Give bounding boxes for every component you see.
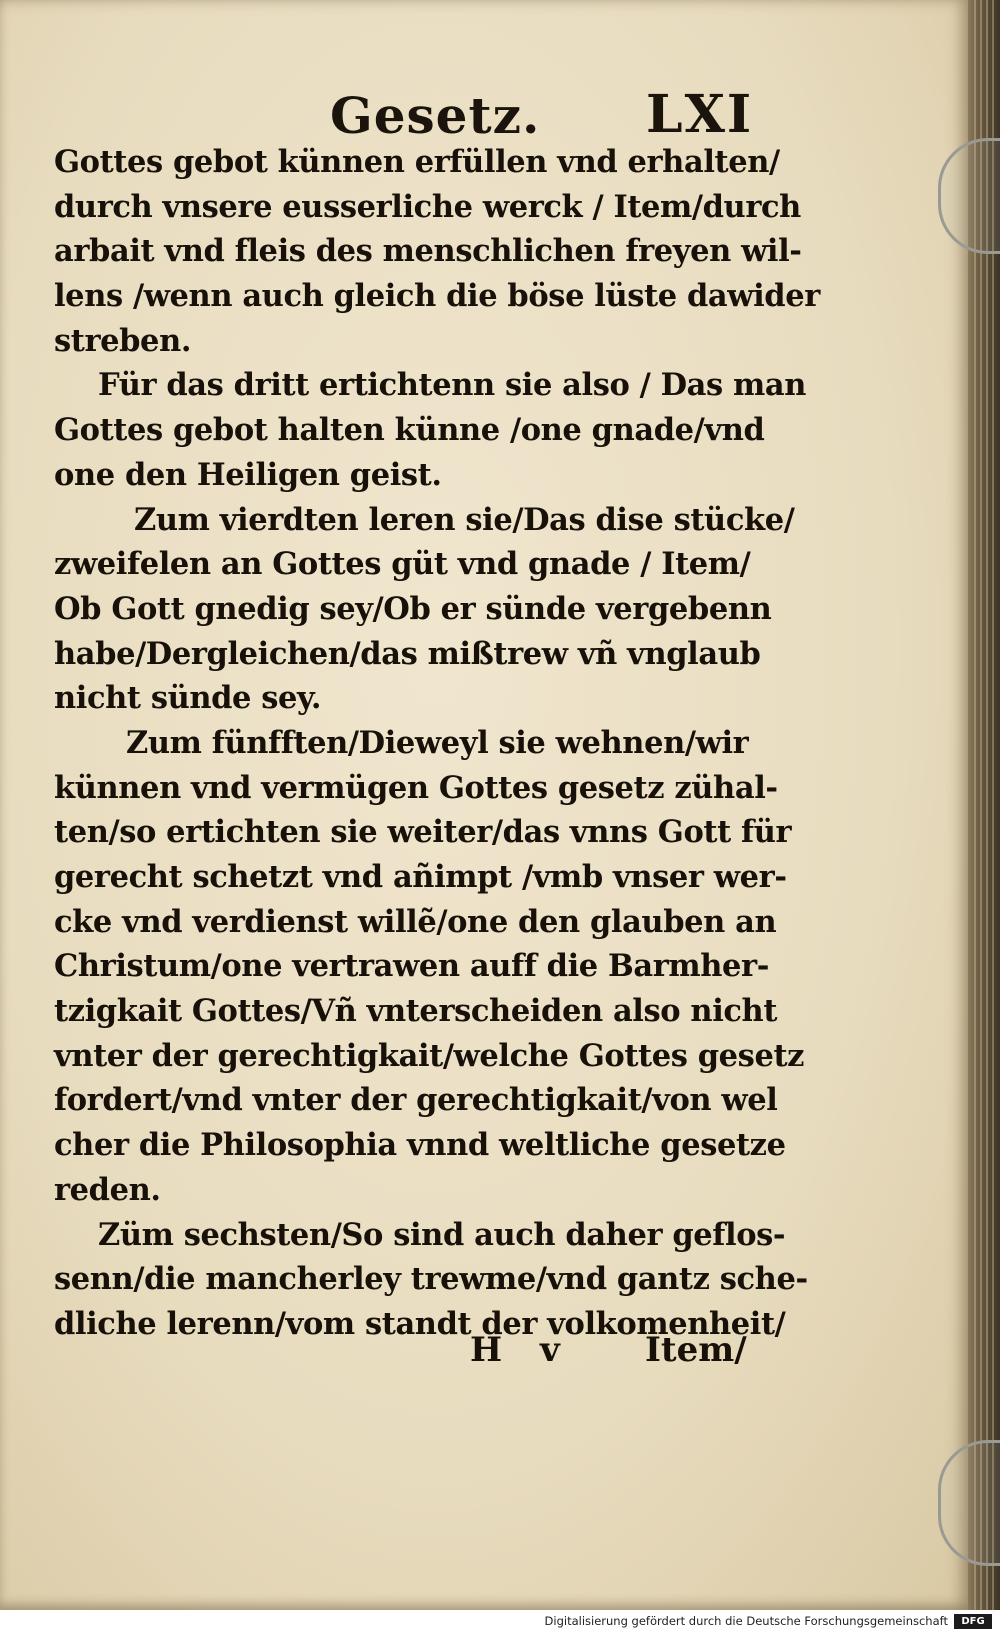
folio-number: LXI [646, 84, 754, 145]
text-line: Züm sechsten/So sind auch daher geflos- [98, 1216, 786, 1253]
text-line: tzigkait Gottes/Vñ vnterscheiden also nicht [54, 993, 778, 1030]
text-line: zweifelen an Gottes güt vnd gnade / Item/ [54, 546, 751, 583]
text-line: fordert/vnd vnter der gerechtigkait/von wel [54, 1082, 778, 1119]
text-line: nicht sünde sey. [54, 680, 322, 717]
text-line: lens /wenn auch gleich die böse lüste dawider [54, 278, 820, 315]
text-line: dliche lerenn/vom standt der volkomenheit/ [54, 1305, 786, 1342]
text-line: streben. [54, 322, 192, 359]
text-line: vnter der gerechtigkait/welche Gottes gesetz [54, 1037, 805, 1074]
text-line: Gottes gebot künnen erfüllen vnd erhalten/ [54, 144, 780, 180]
body-text [54, 140, 820, 1347]
text-line: Für das dritt ertichtenn sie also / Das man [98, 367, 807, 404]
text-line: reden. [54, 1171, 161, 1208]
signature-number: v [540, 1330, 560, 1370]
dfg-logo-icon: DFG [954, 1614, 992, 1629]
text-line: künnen vnd vermügen Gottes gesetz zühal- [54, 769, 778, 806]
signature-mark: H [470, 1330, 503, 1370]
text-line: gerecht schetzt vnd añimpt /vmb vnser wer- [54, 859, 787, 895]
running-title: Gesetz. [330, 86, 541, 145]
text-line: ten/so ertichten sie weiter/das vnns Gott für [54, 814, 792, 851]
catchword: Item/ [645, 1330, 747, 1370]
text-line: Zum vierdten leren sie/Das dise stücke/ [134, 501, 795, 538]
text-line: cke vnd verdienst willẽ/one den glauben an [54, 903, 777, 940]
text-line: arbait vnd fleis des menschlichen freyen wil- [54, 233, 802, 270]
text-line: senn/die mancherley trewme/vnd gantz sche- [54, 1261, 808, 1298]
text-line: cher die Philosophia vnnd weltliche gesetze [54, 1127, 786, 1164]
footer-credit: Digitalisierung gefördert durch die Deutsche Forschungsgemeinschaft [544, 1614, 948, 1628]
text-line: Gottes gebot halten künne /one gnade/vnd [54, 412, 765, 449]
signature-line [470, 1330, 770, 1380]
digitization-footer [0, 1610, 1000, 1635]
text-line: Ob Gott gnedig sey/Ob er sünde vergebenn [54, 590, 772, 627]
text-line: one den Heiligen geist. [54, 456, 442, 493]
text-line: Christum/one vertrawen auff die Barmher- [54, 948, 769, 985]
text-line: Zum fünfften/Dieweyl sie wehnen/wir [126, 724, 749, 761]
text-line: durch vnsere eusserliche werck / Item/durch [54, 188, 801, 225]
text-line: habe/Dergleichen/das mißtrew vñ vnglaub [54, 635, 761, 672]
